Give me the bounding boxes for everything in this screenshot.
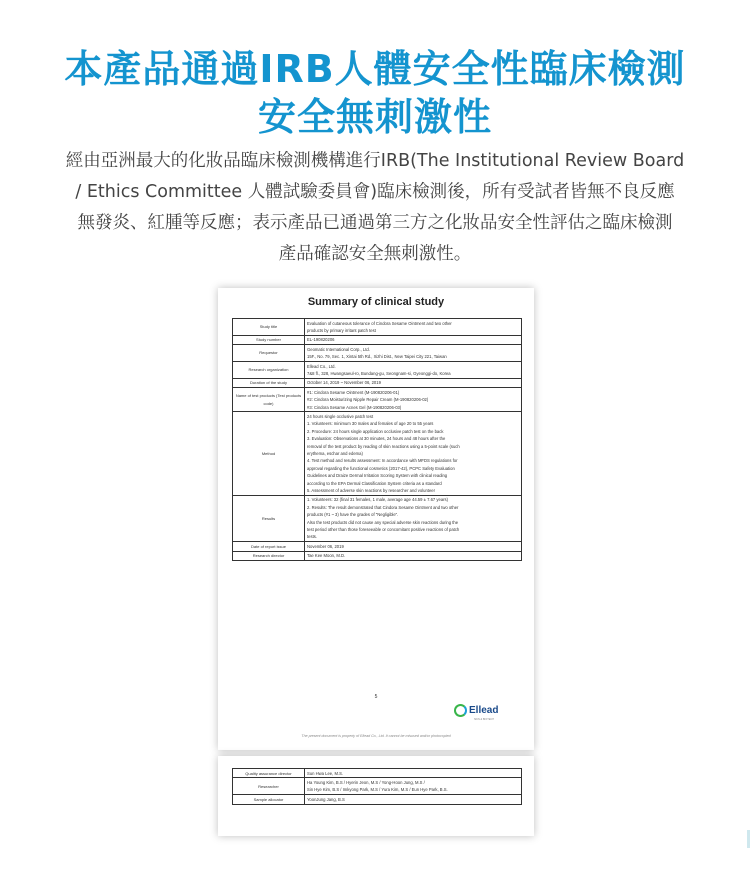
table-row xyxy=(233,412,522,495)
row-value xyxy=(305,362,522,379)
row-value xyxy=(305,335,522,344)
row-value-line: Guidelines and Draize Dermal Irritation Scoring System with clinical reading xyxy=(307,473,448,479)
row-label: Sample allocator xyxy=(233,795,305,804)
row-label: Requestor xyxy=(233,345,305,362)
row-value-line: Also the test products did not cause any special adverse skin reactions during the xyxy=(307,519,459,525)
row-value-line: 5. Assessment of adverse skin reactions by researcher and volunteer xyxy=(307,488,436,494)
ellead-logo-icon xyxy=(454,704,467,717)
row-value xyxy=(305,795,522,804)
row-value-line: Geomatic International Corp., Ltd. xyxy=(307,346,370,352)
row-label: Duration of the study xyxy=(233,378,305,387)
row-label: Quality assurance director xyxy=(233,769,305,778)
row-value xyxy=(305,378,522,387)
table-row xyxy=(233,795,522,804)
row-value-line: erythema, eschar and edema) xyxy=(307,451,363,456)
summary-table-body xyxy=(233,319,522,561)
intro-line: 經由亞洲最大的化妝品臨床檢測機構進行IRB(The Institutional Review Board xyxy=(65,151,685,171)
row-value-line: 24 hours single occlusive patch test xyxy=(307,413,374,419)
table-row xyxy=(233,769,522,778)
row-label: Study title xyxy=(233,319,305,336)
row-value-line: 2. Results: The result demonstrated that Cindora Sesame Ointment and two other xyxy=(307,504,459,510)
document-footer: The present document is property of Ellead Co., Ltd. It cannot be misused and/or photocopied xyxy=(301,734,451,738)
intro-line: 產品確認安全無刺激性。 xyxy=(278,244,472,264)
row-value xyxy=(305,495,522,541)
table-row xyxy=(233,388,522,412)
row-value-line: according to the EPA Dermal Classification System criteria as a standard xyxy=(307,480,442,486)
row-value-line: Ellead Co., Ltd. xyxy=(307,363,336,369)
row-value-line: 3. Evaluation: Observations at 30 minutes, 24 hours and 48 hours after the xyxy=(307,436,446,442)
row-value-line: Evaluation of cutaneous tolerance of Cindora Sesame Ointment and two other xyxy=(307,320,452,326)
staff-table xyxy=(232,768,522,805)
row-value-line: test period other than those foreseeable or concomitant positive reactions of patch xyxy=(307,527,460,533)
row-value xyxy=(305,769,522,778)
row-value-line: #1: Cindora Sesame Ointment (M-190820206-01) xyxy=(307,389,400,395)
staff-table-body xyxy=(233,769,522,805)
table-row xyxy=(233,551,522,560)
document-title: Summary of clinical study xyxy=(307,296,445,308)
table-row xyxy=(233,778,522,795)
row-value xyxy=(305,345,522,362)
row-label: Results xyxy=(233,495,305,541)
row-value-line: YoonJung Jang, B.S xyxy=(307,796,345,802)
logo-text: Ellead xyxy=(469,705,499,716)
row-value-line: removal of the test product by reading of skin reactions using a 5-point scale (such xyxy=(307,443,460,449)
headline-line-2: 安全無刺激性 xyxy=(257,95,492,139)
headline-line-1: 本產品通過IRB人體安全性臨床檢測 xyxy=(64,47,686,91)
clinical-study-document xyxy=(218,288,534,750)
row-value xyxy=(305,412,522,495)
table-row xyxy=(233,362,522,379)
row-label: Research organization xyxy=(233,362,305,379)
row-value-line: #3: Cindora Sesame Acnes Gel (M-190820206-03) xyxy=(307,404,402,410)
row-value-line: #2: Cindora Moisturizing Nipple Repair Cream (M-190820206-02) xyxy=(307,397,429,403)
row-value-line: EL-190820206 xyxy=(307,337,335,343)
row-label: Study number xyxy=(233,335,305,344)
row-value-line: Sun Hwa Lee, M.S. xyxy=(307,770,344,776)
row-label: Research director xyxy=(233,551,305,560)
table-row xyxy=(233,319,522,336)
row-value-line: 1. Volunteers: 32 (final 31 females, 1 male, average age 44.59 ± 7.67 years) xyxy=(307,497,449,503)
ellead-logo xyxy=(454,704,498,717)
row-value-line: Ha Young Kim, B.S / Hyerin Jeon, M.S / Yong-Hoon Jung, M.S / xyxy=(307,779,425,785)
row-value xyxy=(305,388,522,412)
row-value-line: approval regarding the functional cosmetics (2017-42), PCPC Safety Evaluation xyxy=(307,465,455,471)
row-label: Researcher xyxy=(233,778,305,795)
page-number: 5 xyxy=(374,694,378,700)
row-label: Method xyxy=(233,412,305,495)
row-value xyxy=(305,319,522,336)
row-value xyxy=(305,778,522,795)
row-value xyxy=(305,542,522,551)
table-row xyxy=(233,335,522,344)
summary-table xyxy=(232,318,522,561)
row-value-line: 7&8 fl., 328, Hwangsaeul-ro, Bundang-gu, Seongnam-si, Gyeonggi-do, Korea xyxy=(307,370,451,376)
intro-paragraph xyxy=(30,146,720,270)
row-value-line: Tae Kee Moon, M.D. xyxy=(307,553,346,559)
row-value-line: October 14, 2019 ~ November 06, 2019 xyxy=(307,380,381,386)
table-row xyxy=(233,378,522,387)
row-value-line: 2. Procedure: 24 hours single application occlusive patch test on the back xyxy=(307,428,444,434)
row-value-line: products by primary irritant patch test xyxy=(307,327,376,333)
row-value-line: November 06, 2019 xyxy=(307,543,344,549)
row-value-line: 15F., No. 79, Sec. 1, Xintai 5th Rd., Xizhi Dist., New Taipei City 221, Taiwan xyxy=(307,354,447,360)
row-value xyxy=(305,551,522,560)
row-label: Name of test products (Test products code) xyxy=(233,388,305,412)
table-row xyxy=(233,542,522,551)
clinical-study-document-page-2 xyxy=(218,756,534,836)
intro-line: 無發炎、紅腫等反應；表示產品已通過第三方之化妝品安全性評估之臨床檢測 xyxy=(77,213,673,233)
row-value-line: 4. Test method and results assessment: In accordance with MFDS regulations for xyxy=(307,458,458,464)
row-value-line: tests. xyxy=(307,534,318,540)
table-row xyxy=(233,495,522,541)
intro-line: / Ethics Committee 人體試驗委員會)臨床檢測後，所有受試者皆無不良反應 xyxy=(75,182,675,202)
row-label: Date of report issue xyxy=(233,542,305,551)
row-value-line: Sin Hye Kim, B.S / Imkyong Park, M.S / Yura Kim, M.S / Eun Hye Park, B.S. xyxy=(307,787,448,793)
logo-subtitle: SKIN & BIOTECH xyxy=(474,718,495,721)
table-row xyxy=(233,345,522,362)
row-value-line: products (#1 ~ 3) have the grades of "Negligible". xyxy=(307,512,399,518)
row-value-line: 1. Volunteers: minimum 30 males and females of age 20 to 55 years xyxy=(307,421,434,427)
